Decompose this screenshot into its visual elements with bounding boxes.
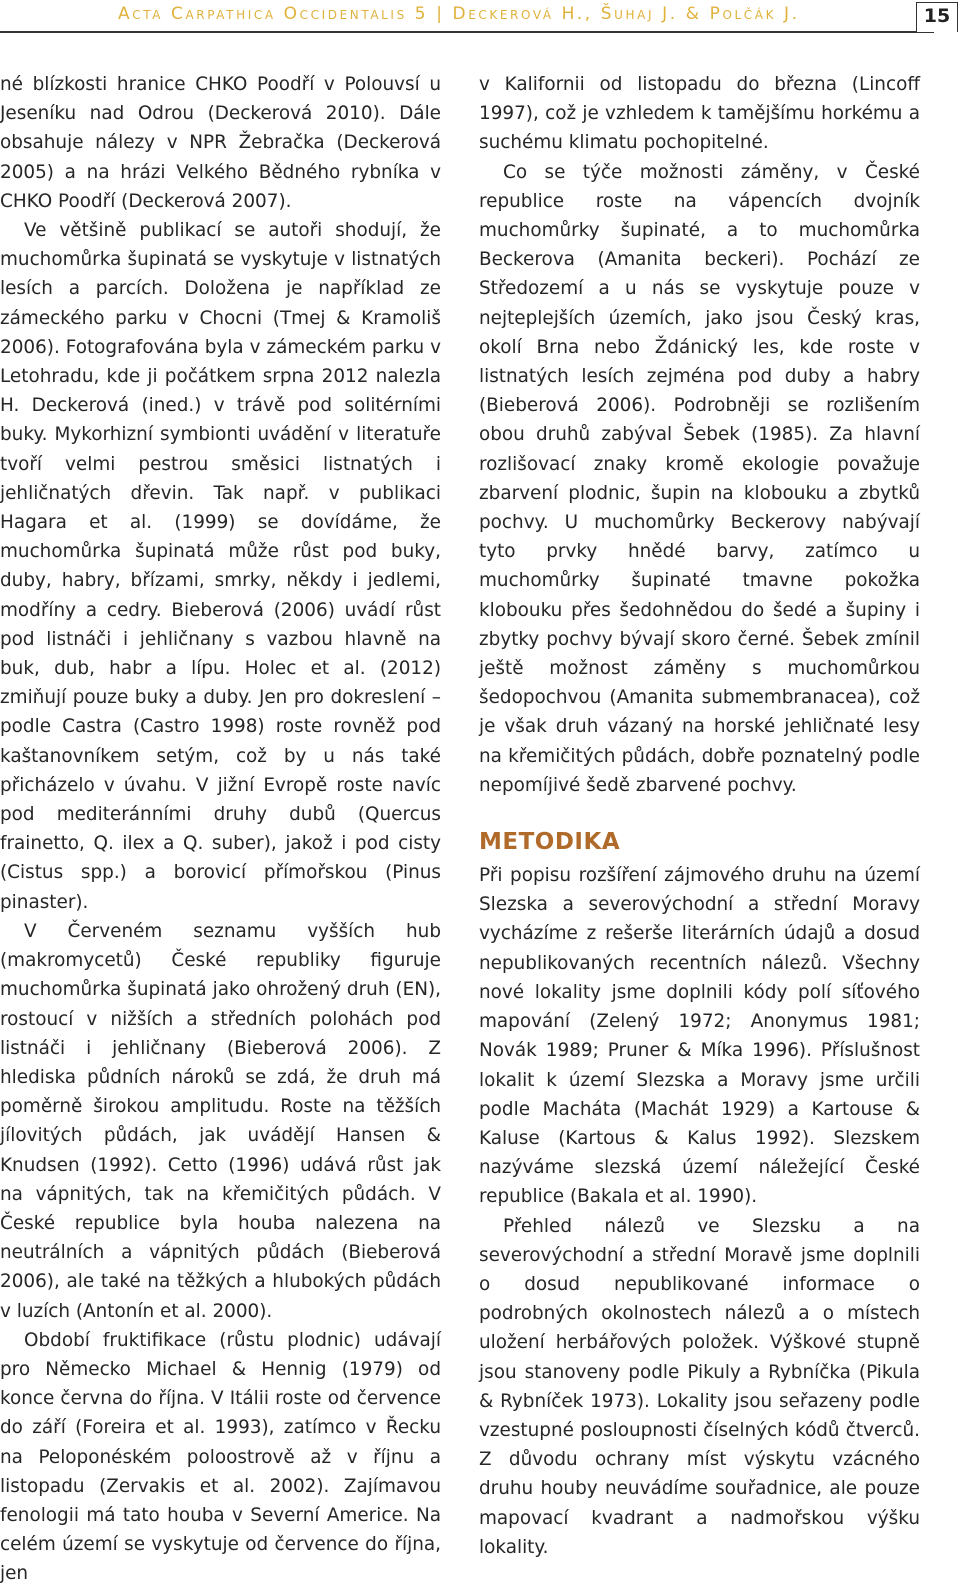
page-number-box <box>916 2 958 32</box>
running-title: Acta Carpathica Occidentalis 5 | Deckerová H., Šuhaj J. & Polčák J. <box>118 4 800 24</box>
page-header <box>0 0 960 36</box>
section-heading: METODIKA <box>479 829 621 856</box>
paragraph: V Červeném seznamu vyšších hub (makromycetů) České republiky figuruje muchomůrka šupinatá jako ohrožený druh (EN), rostoucí v nižších a středních polohách pod listnáči i jehličnany (Bieberová 2006). Z hlediska půdních nároků se zdá, že druh má poměrně širokou amplitudu. Roste na těžších jílovitých půdách, jak uvádějí Hansen & Knudsen (1992). Cetto (1996) udává růst jak na vápnitých, tak na křemičitých půdách. V České republice byla houba nalezena na neutrálních a vápnitých půdách (Bieberová 2006), ale také na těžkých a hlubokých půdách v luzích (Antonín et al. 2000). <box>0 920 441 1322</box>
paragraph: Při popisu rozšíření zájmového druhu na území Slezska a severovýchodní a střední Moravy vycházíme z rešerše literárních údajů a dosud nepublikovaných recentních nálezů. Všechny nové lokality jsme doplnili kódy polí síťového mapování (Zelený 1972; Anonymus 1981; Novák 1989; Pruner & Míka 1996). Příslušnost lokalit k území Slezska a Moravy jsme určili podle Macháta (Machát 1929) a Kartouse & Kaluse (Kartous & Kalus 1992). Slezskem nazýváme slezská území náležející České republice (Bakala et al. 1990). <box>479 865 920 1208</box>
page-number: 15 <box>923 5 951 27</box>
right-column <box>479 70 920 1562</box>
paragraph: Ve většině publikací se autoři shodují, že muchomůrka šupinatá se vyskytuje v listnatých lesích a parcích. Doložena je například ze zámeckého parku v Chocni (Tmej & Kramoliš 2006). Fotografována byla v zámeckém parku v Letohradu, kde ji počátkem srpna 2012 nalezla H. Deckerová (ined.) v trávě pod solitérními buky. Mykorhizní symbionti uvádění v literatuře tvoří velmi pestrou směsici listnatých i jehličnatých dřevin. Tak např. v publikaci Hagara et al. (1999) se dovídáme, že muchomůrka šupinatá může růst pod buky, duby, habry, břízami, smrky, někdy i jedlemi, modříny a cedry. Bieberová (2006) uvádí růst pod listnáči i jehličnany s vazbou hlavně na buk, dub, habr a lípu. Holec et al. (2012) zmiňují pouze buky a duby. Jen pro dokreslení – podle Castra (Castro 1998) roste rovněž pod kaštanovníkem setým, což by u nás také přicházelo v úvahu. V jižní Evropě roste navíc pod mediteránními druhy dubů (Quercus frainetto, Q. ilex a Q. suber), jakož i pod cisty (Cistus spp.) a borovicí přímořskou (Pinus pinaster). <box>0 220 441 913</box>
paragraph: Co se týče možnosti záměny, v České republice roste na vápencích dvojník muchomůrky šupinaté, a to muchomůrka Beckerova (Amanita beckeri). Pochází ze Středozemí a u nás se vyskytuje pouze v nejteplejších územích, jako jsou Český kras, okolí Brna nebo Ždánický les, kde roste v listnatých lesích zejména pod duby a habry (Bieberová 2006). Podrobněji se rozlišením obou druhů zabýval Šebek (1985). Za hlavní rozlišovací znaky kromě ekologie považuje zbarvení plodnic, šupin na klobouku a zbytků pochvy. U muchomůrky Beckerovy nabývají tyto prvky hnědé barvy, zatímco u muchomůrky šupinaté tmavne pokožka klobouku přes šedohnědou do šedé a šupiny i zbytky pochvy bývají skoro černé. Šebek zmínil ještě možnost záměny s muchomůrkou šedopochvou (Amanita submembranacea), což je však druh vázaný na horské jehličnaté lesy na křemičitých půdách, dobře poznatelný podle nepomíjivé šedě zbarvené pochvy. <box>479 161 920 796</box>
header-rule <box>0 31 934 33</box>
paragraph: né blízkosti hranice CHKO Poodří v Polouvsí u Jeseníku nad Odrou (Deckerová 2010). Dále obsahuje nálezy v NPR Žebračka (Deckerová 2005) a na hrázi Velkého Bědného rybníka v CHKO Poodří (Deckerová 2007). <box>0 74 441 212</box>
paragraph: v Kalifornii od listopadu do března (Lincoff 1997), což je vzhledem k tamějšímu horkému a suchému klimatu pochopitelné. <box>479 74 920 154</box>
left-column <box>0 70 441 1589</box>
paragraph: Přehled nálezů ve Slezsku a na severovýchodní a střední Moravě jsme doplnili o dosud nepublikované informace o podrobných okolnostech nálezů a o místech uložení herbářových položek. Výškové stupně jsou stanoveny podle Pikuly a Rybníčka (Pikula & Rybníček 1973). Lokality jsou seřazeny podle vzestupné posloupnosti číselných kódů čtverců. Z důvodu ochrany míst výskytu vzácného druhu houby neuvádíme souřadnice, ale pouze mapovací kvadrant a nadmořskou výšku lokality. <box>479 1215 920 1558</box>
paragraph: Období fruktifikace (růstu plodnic) udávají pro Německo Michael & Hennig (1979) od konce června do října. V Itálii roste od července do září (Foreira et al. 1993), zatímco v Řecku na Peloponéském poloostrově až v říjnu a listopadu (Zervakis et al. 2002). Zajímavou fenologii má tato houba v Severní Americe. Na celém území se vyskytuje od července do října, jen <box>0 1329 441 1585</box>
